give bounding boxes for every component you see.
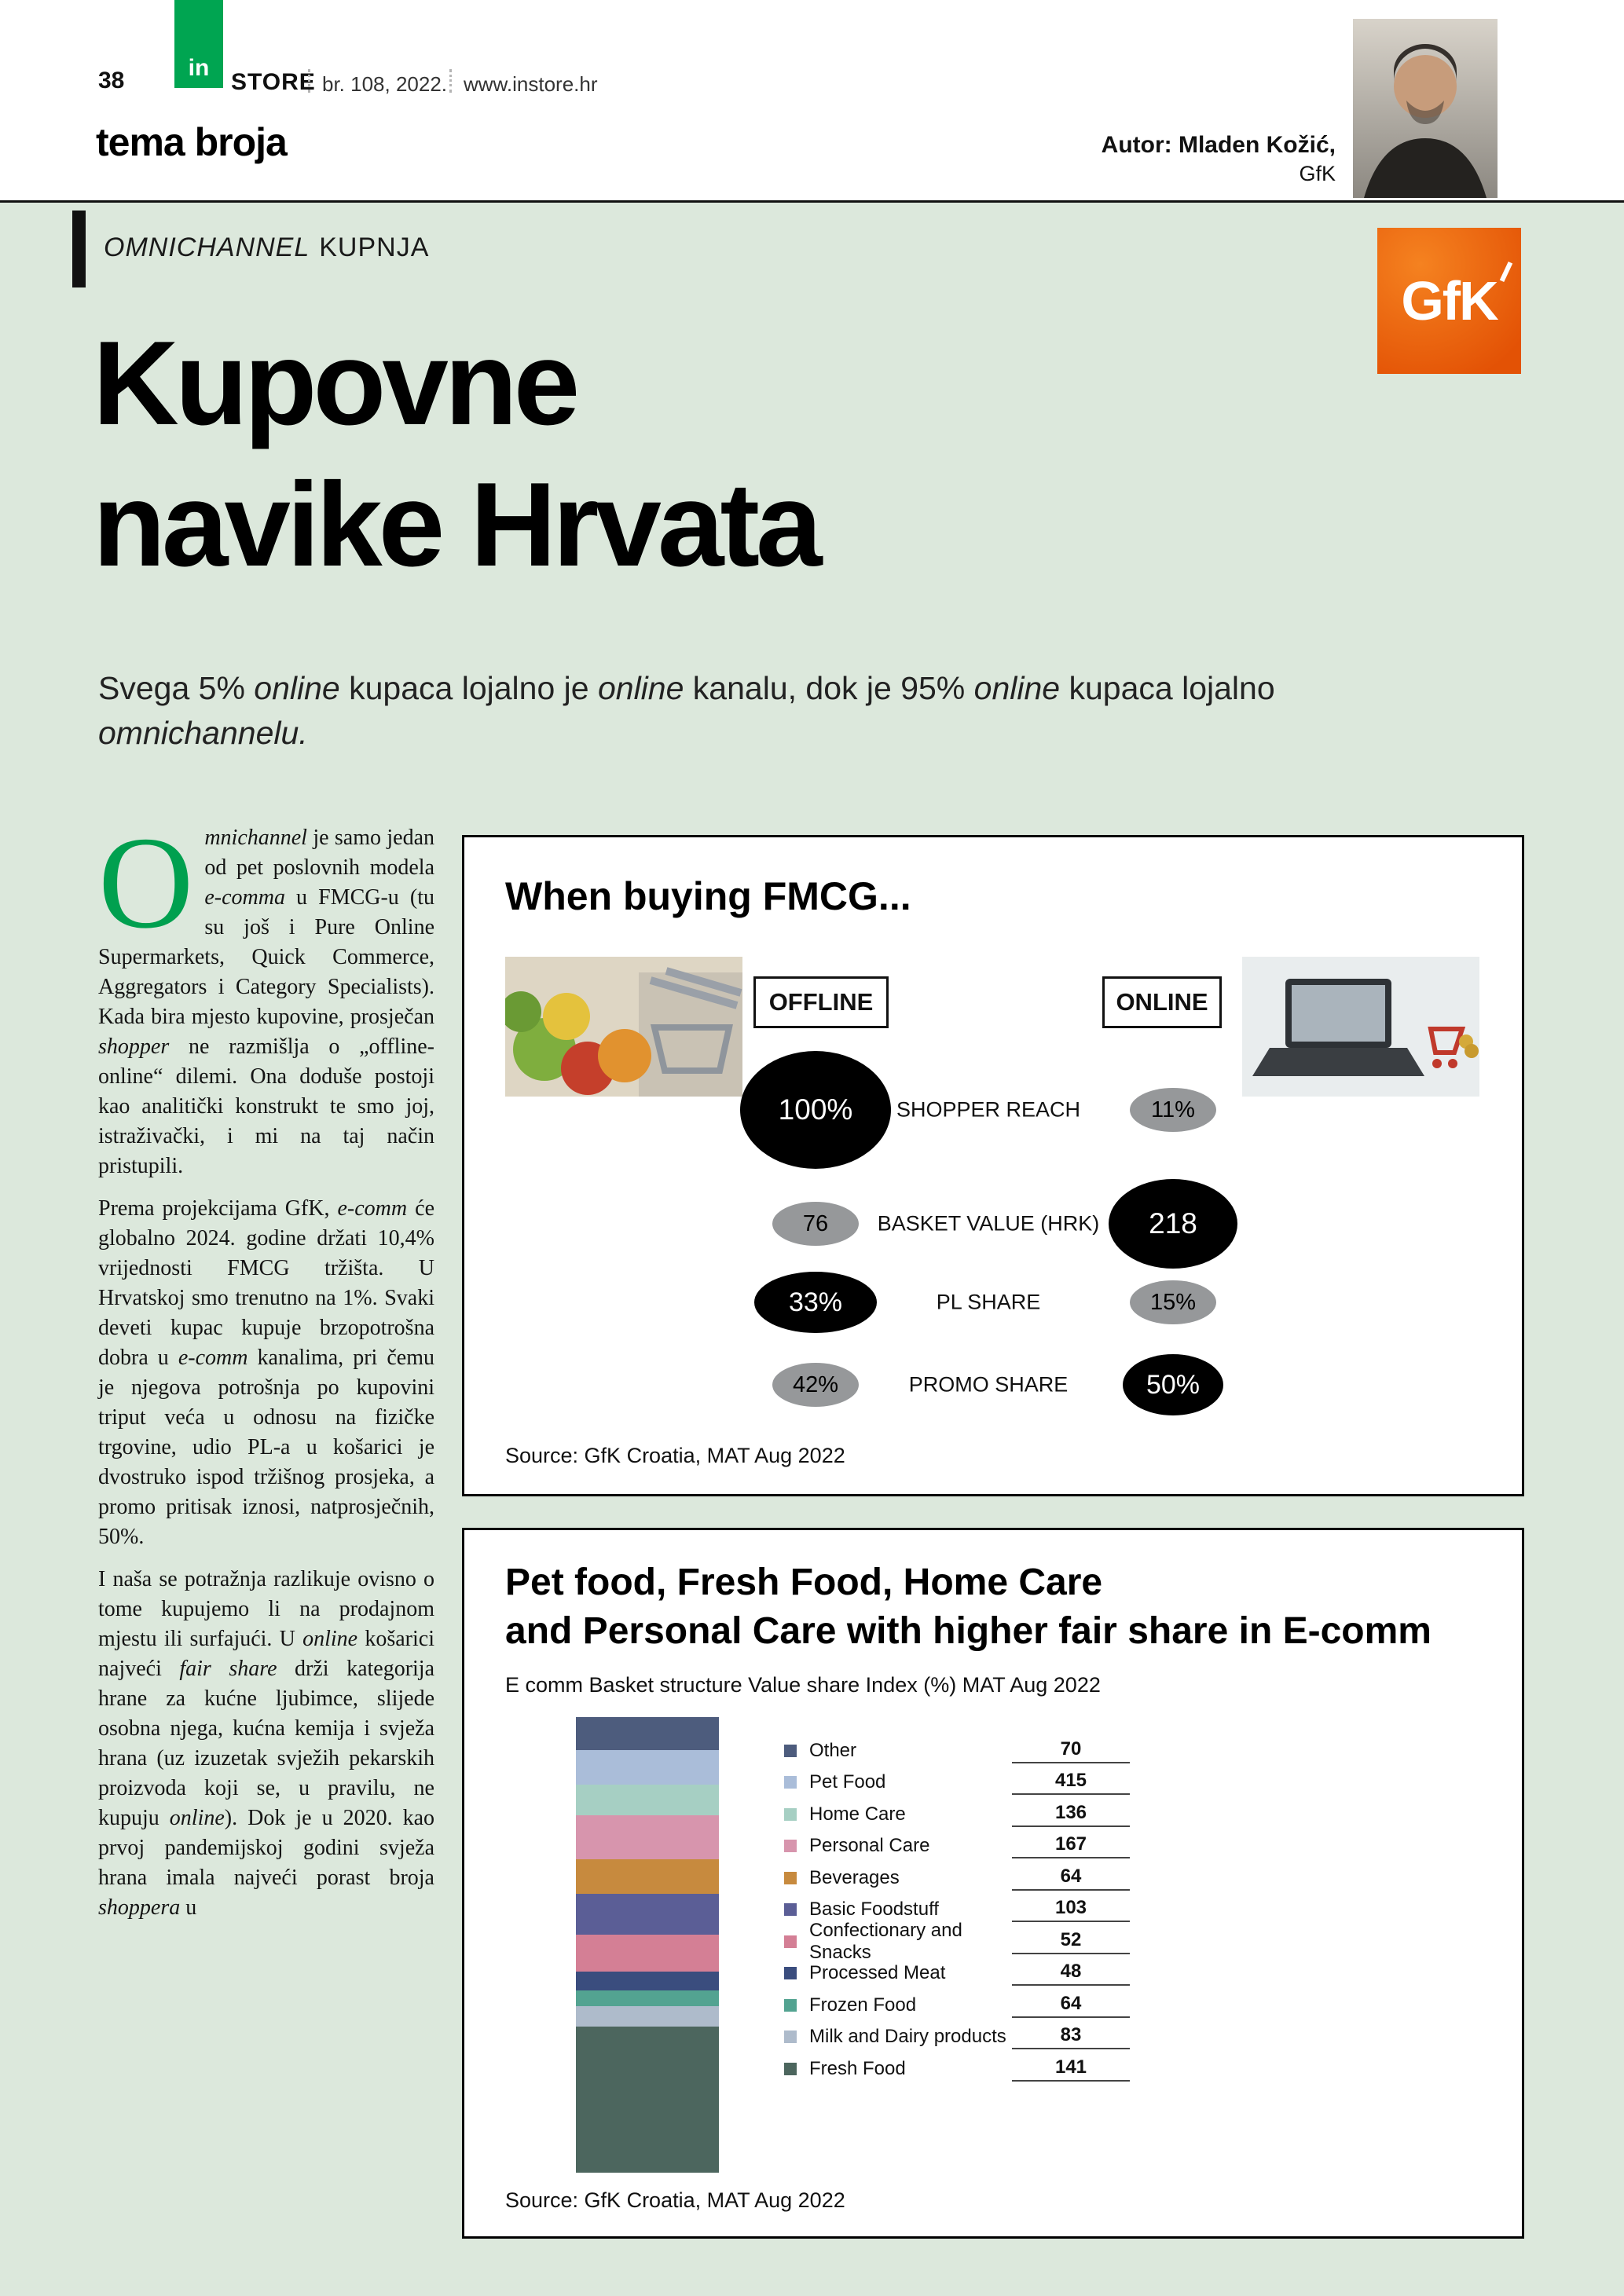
plain-text: košarici najveći bbox=[98, 1627, 434, 1681]
bar-segment-processed-meat bbox=[576, 1972, 719, 1990]
legend-label: Milk and Dairy products bbox=[809, 2026, 1006, 2047]
legend-row bbox=[784, 1897, 1130, 1920]
legend-row bbox=[784, 1801, 1130, 1825]
legend-value: 83 bbox=[1012, 2024, 1130, 2049]
plain-text: I naša se potražnja razlikuje ovisno o tome kupujemo li na prodajnom mjestu ili surfajući. U bbox=[98, 1567, 434, 1651]
italic-text: online bbox=[973, 670, 1061, 706]
italic-text: e-comm bbox=[337, 1196, 408, 1221]
online-value-bubble: 218 bbox=[1109, 1179, 1237, 1269]
plain-text: kanalu, dok je 95% bbox=[684, 670, 974, 706]
page-number: 38 bbox=[98, 68, 125, 93]
gfk-logo-text: GfK bbox=[1401, 269, 1497, 332]
basket-chart-title bbox=[505, 1558, 1432, 1656]
bar-segment-beverages bbox=[576, 1859, 719, 1894]
offline-value-bubble: 42% bbox=[772, 1363, 859, 1407]
legend-value: 141 bbox=[1012, 2056, 1130, 2082]
kicker-kupnja: KUPNJA bbox=[319, 233, 430, 262]
legend-swatch bbox=[784, 1840, 797, 1852]
legend-label: Confectionary and Snacks bbox=[809, 1919, 962, 1963]
plain-text: ). Dok je u 2020. kao prvoj pandemijskoj godini svježa hrana imala najveći porast broja bbox=[98, 1806, 435, 1890]
online-value-bubble: 15% bbox=[1130, 1280, 1216, 1324]
body-column bbox=[98, 810, 435, 1935]
legend-swatch bbox=[784, 1999, 797, 2012]
legend-value: 136 bbox=[1012, 1802, 1130, 1827]
offline-value-bubble: 76 bbox=[772, 1202, 859, 1246]
groceries-image bbox=[505, 957, 742, 1097]
plain-text: kupaca lojalno bbox=[1060, 670, 1275, 706]
legend-value: 64 bbox=[1012, 1866, 1130, 1891]
plain-text: Prema projekcijama GfK, bbox=[98, 1196, 338, 1221]
plain-text: je samo jedan od pet poslovnih modela bbox=[204, 826, 434, 880]
article-lede bbox=[98, 666, 1418, 756]
legend-label: Personal Care bbox=[809, 1835, 930, 1856]
headline-line-1: Kupovne bbox=[93, 317, 577, 450]
drop-cap: O bbox=[98, 810, 194, 956]
italic-text: online bbox=[169, 1806, 225, 1830]
offline-header: OFFLINE bbox=[753, 976, 889, 1028]
instore-logo-in-text: in bbox=[188, 55, 210, 81]
metric-label: PROMO SHARE bbox=[908, 1372, 1069, 1397]
legend-swatch bbox=[784, 1745, 797, 1757]
plain-text: će globalno 2024. godine držati 10,4% vrijednosti FMCG tržišta. U Hrvatskoj smo trenutno na 1%. Svaki deveti kupac kupuje brzopotrošna dobra u bbox=[98, 1196, 434, 1370]
author-credit bbox=[1102, 132, 1336, 186]
fmcg-chart-title: When buying FMCG... bbox=[505, 874, 911, 918]
metric-label: PL SHARE bbox=[936, 1290, 1041, 1314]
legend-swatch bbox=[784, 1872, 797, 1884]
italic-text: shoppera bbox=[98, 1895, 181, 1920]
gfk-logo bbox=[1377, 228, 1521, 374]
basket-legend bbox=[784, 1738, 1130, 2091]
section-title: tema broja bbox=[96, 120, 287, 164]
plain-text: kupaca lojalno je bbox=[339, 670, 598, 706]
basket-title-line-2: and Personal Care with higher fair share in E-comm bbox=[505, 1610, 1432, 1652]
fmcg-source: Source: GfK Croatia, MAT Aug 2022 bbox=[505, 1444, 845, 1467]
legend-value: 52 bbox=[1012, 1929, 1130, 1954]
online-value-bubble: 50% bbox=[1123, 1354, 1223, 1415]
bar-segment-fresh-food bbox=[576, 2027, 719, 2173]
legend-value: 103 bbox=[1012, 1897, 1130, 1922]
article-headline bbox=[93, 313, 819, 595]
legend-swatch bbox=[784, 2031, 797, 2043]
fmcg-chart-panel bbox=[462, 835, 1524, 1496]
online-header: ONLINE bbox=[1102, 976, 1222, 1028]
bar-segment-frozen-food bbox=[576, 1990, 719, 2006]
plain-text: drži kategorija hrane za kućne ljubimce, slijede osobna njega, kućna kemija i svježa hrana (uz izuzetak svježih pekarskih proizvoda koji se, u pravilu, ne kupuju bbox=[98, 1657, 435, 1830]
legend-row bbox=[784, 1919, 1130, 1963]
italic-text: omnichannelu. bbox=[98, 715, 308, 751]
plain-text: u bbox=[180, 1895, 197, 1920]
legend-label: Home Care bbox=[809, 1803, 906, 1825]
bar-segment-other bbox=[576, 1717, 719, 1750]
kicker-omnichannel: OMNICHANNEL bbox=[104, 233, 310, 262]
legend-label: Basic Foodstuff bbox=[809, 1899, 939, 1920]
bar-segment-basic-foodstuff bbox=[576, 1894, 719, 1935]
metric-label: SHOPPER REACH bbox=[896, 1097, 1081, 1122]
legend-row bbox=[784, 1770, 1130, 1792]
legend-label: Other bbox=[809, 1739, 857, 1761]
offline-value-bubble: 33% bbox=[754, 1272, 877, 1333]
legend-row bbox=[784, 2056, 1130, 2079]
masthead-divider bbox=[308, 69, 310, 93]
basket-bar bbox=[576, 1717, 719, 2173]
italic-text: online bbox=[302, 1627, 358, 1651]
bar-segment-personal-care bbox=[576, 1815, 719, 1859]
italic-text: mnichannel bbox=[204, 826, 307, 850]
offline-value-bubble: 100% bbox=[740, 1051, 891, 1169]
headline-line-2: navike Hrvata bbox=[93, 458, 819, 591]
legend-value: 70 bbox=[1012, 1738, 1130, 1763]
author-name: Autor: Mladen Kožić, bbox=[1101, 132, 1336, 158]
author-portrait-image bbox=[1353, 19, 1498, 198]
kicker-accent-bar bbox=[72, 211, 86, 287]
legend-label: Pet Food bbox=[809, 1771, 886, 1792]
legend-row bbox=[784, 1738, 1130, 1761]
legend-value: 64 bbox=[1012, 1993, 1130, 2018]
legend-label: Processed Meat bbox=[809, 1962, 946, 1983]
legend-row bbox=[784, 1865, 1130, 1888]
legend-label: Frozen Food bbox=[809, 1994, 917, 2016]
plain-text: ne razmišlja o „offline-online“ dilemi. Ona doduše postoji kao analitički konstrukt te smo joj, istraživački, i mi na taj način pristupili. bbox=[98, 1034, 434, 1178]
legend-value: 415 bbox=[1012, 1770, 1130, 1795]
website-url: www.instore.hr bbox=[464, 72, 598, 96]
italic-text: shopper bbox=[98, 1034, 170, 1059]
italic-text: online bbox=[254, 670, 340, 706]
author-organization: GfK bbox=[1299, 162, 1336, 185]
masthead-divider bbox=[449, 69, 452, 93]
gfk-logo-accent bbox=[1499, 262, 1512, 282]
legend-value: 167 bbox=[1012, 1833, 1130, 1858]
basket-chart-panel bbox=[462, 1528, 1524, 2239]
legend-swatch bbox=[784, 1935, 797, 1948]
issue-number: br. 108, 2022. bbox=[322, 72, 448, 96]
instore-logo-mark bbox=[174, 0, 223, 88]
legend-swatch bbox=[784, 2063, 797, 2075]
bar-segment-confectionary-and-snacks bbox=[576, 1935, 719, 1971]
italic-text: e-comm bbox=[178, 1346, 248, 1370]
legend-swatch bbox=[784, 1808, 797, 1821]
legend-label: Beverages bbox=[809, 1866, 900, 1888]
legend-swatch bbox=[784, 1776, 797, 1789]
legend-swatch bbox=[784, 1903, 797, 1916]
bar-segment-home-care bbox=[576, 1785, 719, 1814]
body-paragraph bbox=[98, 810, 434, 1181]
bar-segment-pet-food bbox=[576, 1750, 719, 1785]
basket-title-line-1: Pet food, Fresh Food, Home Care bbox=[505, 1562, 1103, 1603]
article-kicker bbox=[104, 233, 429, 263]
legend-row bbox=[784, 1961, 1130, 1983]
legend-label: Fresh Food bbox=[809, 2057, 906, 2079]
bar-segment-milk-and-dairy-products bbox=[576, 2006, 719, 2027]
online-value-bubble: 11% bbox=[1130, 1088, 1216, 1132]
italic-text: fair share bbox=[179, 1657, 277, 1681]
basket-chart-subtitle: E comm Basket structure Value share Index (%) MAT Aug 2022 bbox=[505, 1673, 1101, 1697]
italic-text: online bbox=[597, 670, 684, 706]
legend-row bbox=[784, 1992, 1130, 2016]
laptop-cart-image bbox=[1242, 957, 1479, 1097]
legend-row bbox=[784, 2024, 1130, 2047]
legend-value: 48 bbox=[1012, 1961, 1130, 1986]
legend-row bbox=[784, 1833, 1130, 1856]
offline-groceries-photo bbox=[505, 957, 742, 1097]
masthead bbox=[0, 0, 1624, 203]
plain-text: u FMCG-u (tu su još i Pure Online Supermarkets, Quick Commerce, Aggregators i Category Specialists). Kada bira mjesto kupovine, prosječan bbox=[98, 885, 434, 1029]
italic-text: e-comma bbox=[204, 885, 285, 910]
plain-text: kanalima, pri čemu je njegova potrošnja po kupovini triput veća u odnosu na fizičke trgovine, udio PL-a u košarici je dvostruko ispod tržišnog prosjeka, a promo pritisak iznosi, natprosječnih, 50%. bbox=[98, 1346, 434, 1549]
instore-logo-store-text: STORE bbox=[231, 69, 316, 95]
body-paragraph bbox=[98, 1565, 434, 1923]
metric-label: BASKET VALUE (HRK) bbox=[877, 1211, 1100, 1236]
basket-source: Source: GfK Croatia, MAT Aug 2022 bbox=[505, 2188, 845, 2212]
author-photo bbox=[1353, 19, 1498, 198]
body-paragraph bbox=[98, 1194, 434, 1552]
online-laptop-photo bbox=[1242, 957, 1479, 1097]
legend-swatch bbox=[784, 1967, 797, 1979]
plain-text: Svega 5% bbox=[98, 670, 255, 706]
